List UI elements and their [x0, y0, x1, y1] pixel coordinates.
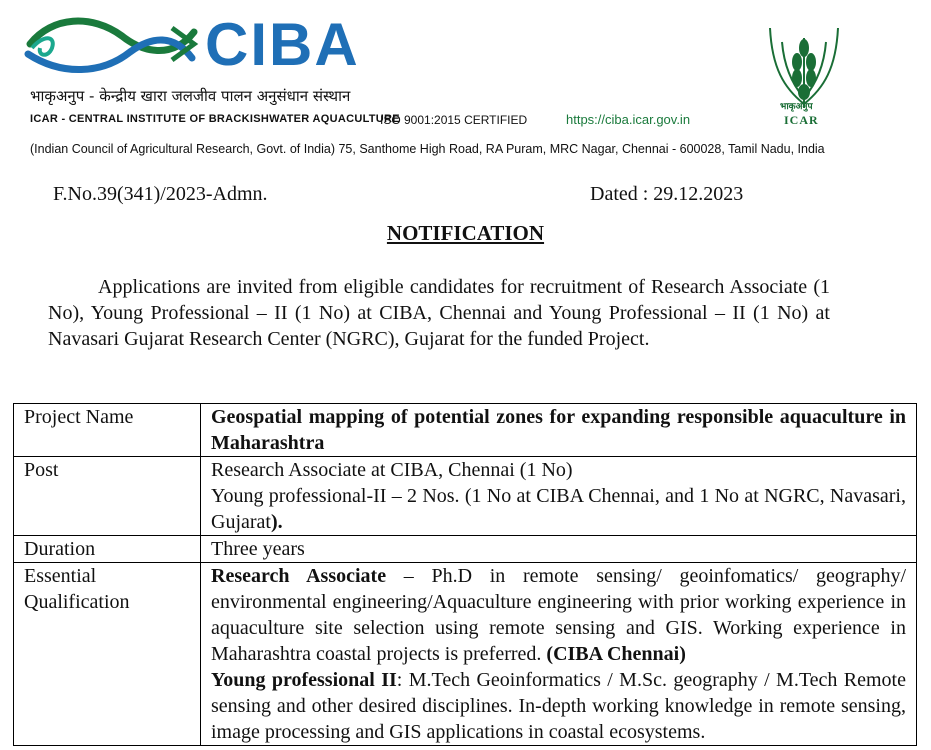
qualification-label: Essential Qualification — [14, 563, 201, 746]
table-row — [14, 404, 917, 457]
recruitment-table — [13, 403, 917, 746]
logo-text: CIBA — [205, 11, 360, 78]
qualification-value — [201, 563, 917, 746]
date: Dated : 29.12.2023 — [590, 183, 744, 205]
file-number: F.No.39(341)/2023-Admn. — [53, 183, 268, 205]
fish-logo-icon — [22, 14, 202, 84]
table-row — [14, 536, 917, 563]
project-name-value: Geospatial mapping of potential zones for expanding responsible aquaculture in Maharashtra — [201, 404, 917, 457]
ciba-logo — [22, 10, 362, 92]
post-label: Post — [14, 457, 201, 536]
intro-paragraph: Applications are invited from eligible candidates for recruitment of Research Associate (1 No), Young Professional – II (1 No) at CIBA, Chennai and Young Professional – II (1 No) at Navasari Gujarat Research Center (NGRC), Gujarat for the funded Project. — [48, 276, 830, 350]
institute-name: ICAR - CENTRAL INSTITUTE OF BRACKISHWATER AQUACULTURE — [30, 113, 400, 125]
research-associate-qualification: Research Associate – Ph.D in remote sensing/ geoinfomatics/ geography/ environmental engineering/Aquaculture engineering with prior working experience in aquaculture site selection using remote sensing and GIS. Working experience in Maharashtra coastal projects is preferred. (CIBA Chennai) — [211, 565, 906, 665]
website-link[interactable]: https://ciba.icar.gov.in — [566, 112, 691, 127]
notification-title: NOTIFICATION — [386, 221, 545, 245]
iso-certification: ISO 9001:2015 CERTIFIED — [380, 113, 528, 127]
post-value — [201, 457, 917, 536]
duration-label: Duration — [14, 536, 201, 563]
table-row — [14, 457, 917, 536]
duration-value: Three years — [201, 536, 917, 563]
post-line-1: Research Associate at CIBA, Chennai (1 No) — [211, 459, 573, 481]
young-professional-qualification: Young professional II: M.Tech Geoinformatics / M.Sc. geography / M.Tech Remote sensing and other desired disciplines. In-depth working knowledge in remote sensing, image processing and GIS applications in coastal ecosystems. — [211, 669, 906, 743]
hindi-institute-name: भाकृअनुप - केन्द्रीय खारा जलजीव पालन अनुसंधान संस्थान — [30, 87, 351, 105]
post-line-2: Young professional-II – 2 Nos. (1 No at CIBA Chennai, and 1 No at NGRC, Navasari, Gujarat). — [211, 485, 906, 533]
project-name-label: Project Name — [14, 404, 201, 457]
icar-label: ICAR — [784, 113, 819, 127]
address-line: (Indian Council of Agricultural Research, Govt. of India) 75, Santhome High Road, RA Puram, MRC Nagar, Chennai - 600028, Tamil Nadu, India — [30, 142, 825, 156]
icar-hindi-label: भाकृअनुप — [780, 102, 813, 112]
table-row — [14, 563, 917, 746]
